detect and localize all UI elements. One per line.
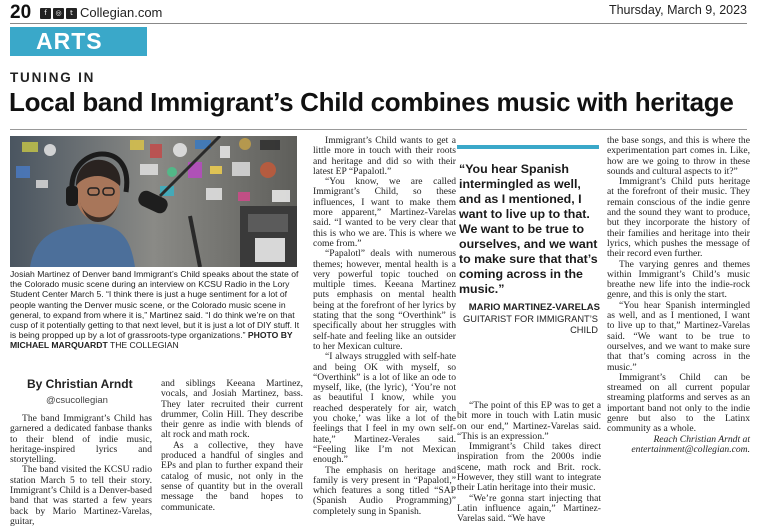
section-tag: ARTS	[10, 27, 147, 56]
photo-credit-org: THE COLLEGIAN	[109, 340, 179, 351]
facebook-icon[interactable]: f	[40, 8, 51, 19]
headline: Local band Immigrant’s Child combines music with heritage	[9, 87, 734, 117]
page-number: 20	[10, 2, 32, 23]
paragraph: “The point of this EP was to get a bit more in touch with Latin music on our end,” Martinez-Varelas said. “This is an expression.”	[457, 400, 601, 442]
kicker: TUNING IN	[10, 70, 96, 85]
paragraph: As a collective, they have produced a handful of singles and EPs and plan to further expand their catalog of music, not only in the sense of quantity but in the overall message the band hopes to communicate.	[161, 439, 303, 513]
article-column-3	[313, 136, 456, 517]
instagram-icon[interactable]: ◎	[53, 8, 64, 19]
photo-caption	[10, 269, 300, 351]
photo-credit: PHOTO BY MICHAEL MARQUARDT	[10, 330, 293, 351]
social-icons	[40, 8, 77, 19]
paragraph: “Papalotl” deals with numerous themes; however, mental health is a very powerful topic touched on multiple times. Keeana Martinez puts emphasis on mental health being at the forefront of her lyrics by stating that the song “Overthink” is specifically about her struggles with self-hate and feeling like an outsider to her Mexican culture.	[313, 248, 456, 352]
article-column-5	[607, 136, 750, 455]
paragraph: Immigrant’s Child puts heritage at the forefront of their music. They remain conscious of the indie genre and the sound they want to produce, but they incorporate the history of their families and heritage into their lyrics, which pushes the message of their record even further.	[607, 176, 750, 260]
paragraph: “I always struggled with self-hate and being OK with myself, so “Overthink” is a lot of like an ode to myself, like, (the lyric), ‘You’re not as beautiful I know, while you reached desperately for air, watch you choke,’ was like a lot of the feelings that I feel in my own self-hate,” Martinez-Verales said. “Feeling like I’m not Mexican enough.”	[313, 351, 456, 466]
paragraph: The emphasis on heritage and family is very present in “Papalotl,” which features a song titled “SAP (Spanish Audio Programming)” completely sung in Spanish.	[313, 464, 456, 517]
article-photo	[10, 136, 297, 267]
paragraph: Immigrant’s Child takes direct inspiration from the 2000s indie scene, math rock and Brit. rock. However, they still want to integrate their Latin heritage into their music.	[457, 441, 601, 494]
paragraph: Immigrant’s Child can be streamed on all current popular streaming platforms and serves as an important band not only to the indie genre but also to the Latinx community as a whole.	[607, 371, 750, 435]
issue-date: Thursday, March 9, 2023	[608, 3, 747, 17]
pull-quote-role: GUITARIST FOR IMMIGRANT’S CHILD	[463, 314, 598, 335]
pull-quote-rule	[457, 145, 599, 149]
byline: By Christian Arndt	[27, 377, 133, 391]
article-column-1	[10, 414, 152, 527]
twitter-icon[interactable]: t	[66, 8, 77, 19]
paragraph: “You know, we are called Immigrant’s Child, so these influences, I want to make them more apparent,” Martinez-Varelas said. “I wanted to be very clear that this is who we are. This is where we come from.”	[313, 176, 456, 249]
paragraph: and siblings Keeana Martinez, vocals, and Josiah Martinez, bass. They later recruited their current drummer, Colin Hill. They describe their genre as indie with blends of alt rock and math rock.	[161, 378, 303, 441]
headline-divider	[10, 129, 747, 130]
paragraph: The band Immigrant’s Child has garnered a dedicated fanbase thanks to their blend of indie music, heritage-inspired lyrics and storytelling.	[10, 413, 152, 466]
header-divider	[10, 23, 747, 24]
paragraph: The varying genres and themes within Immigrant’s Child’s music breathe new life into the indie-rock genre, and this is only the start.	[607, 258, 750, 301]
paragraph: “We’re gonna start injecting that Latin influence again,” Martinez-Varelas said. “We have	[457, 492, 601, 525]
paragraph: “You hear Spanish intermingled as well, and as I mentioned, I want to live up to that,” Martinez-Varelas said. “We want to be true to ourselves, and we want to make sure that that’s coming across in the music.”	[607, 299, 750, 373]
pull-quote: “You hear Spanish intermingled as well, and as I mentioned, I want to live up to that. We want to be true to ourselves, and we want to make sure that that’s coming across in the music.”	[459, 162, 598, 296]
paragraph: The band visited the KCSU radio station March 5 to tell their story. Immigrant’s Child is a Denver-based band that was started a few years back by Mario Martinez-Varelas, guitar,	[10, 464, 152, 527]
photo-illustration	[10, 136, 297, 267]
article-column-2	[161, 379, 303, 513]
paragraph: Immigrant’s Child wants to get a little more in touch with their roots and heritage and did so with their latest EP “Papalotl.”	[313, 135, 456, 177]
contact-line[interactable]: Reach Christian Arndt at entertainment@collegian.com.	[631, 433, 750, 455]
article-column-4	[457, 401, 601, 525]
site-name: Collegian.com	[80, 5, 163, 20]
pull-quote-name: MARIO MARTINEZ-VARELAS	[468, 302, 600, 313]
author-handle[interactable]: @csucollegian	[46, 395, 108, 406]
caption-text: Josiah Martinez of Denver band Immigrant’s Child speaks about the state of the Colorado music scene during an interview on KCSU Radio in the Lory Student Center March 5. “I think there is just a huge sentiment for a lot of people wanting the Denver music scene, or the Colorado music scene in general, to expand from where it is,” Martinez said. “I do think we’re on that cusp of it potentially getting to that next level, but it is just a lot of DIY stuff. It is being propped up by a lot of grassroots-type organizations.”	[10, 269, 300, 341]
paragraph: the base songs, and this is where the experimentation part comes in. Like, how are we going to throw in these sounds and cultural aspects to it?”	[607, 135, 750, 177]
